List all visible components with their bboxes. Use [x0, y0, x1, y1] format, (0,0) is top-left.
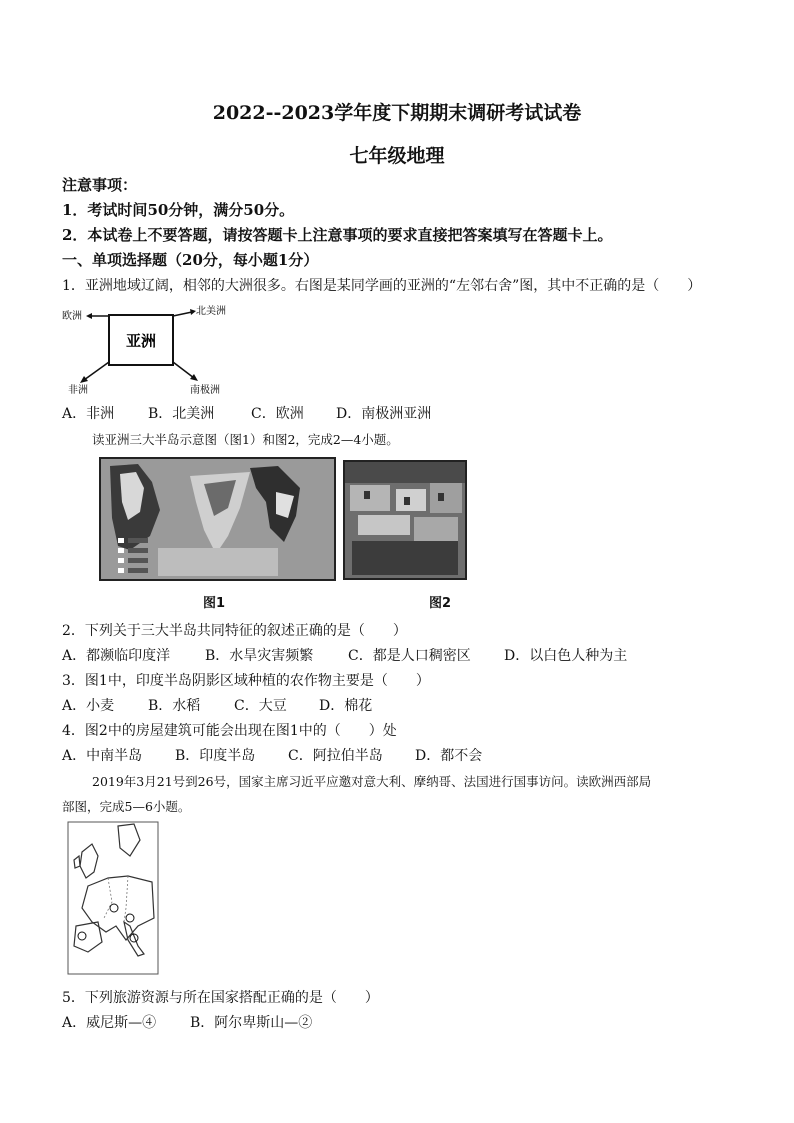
question-5-options	[62, 1012, 312, 1032]
question-3-stem: 3．图1中，印度半岛阴影区域种植的农作物主要是（ ）	[62, 673, 430, 689]
diagram-label-nw: 欧洲	[62, 311, 82, 322]
question-4-stem: 4．图2中的房屋建筑可能会出现在图1中的（ ）处	[62, 723, 397, 739]
exam-subtitle: 七年级地理	[349, 145, 445, 167]
question-1-options	[62, 403, 431, 423]
intro-questions-5-6-line-1: 2019年3月21号到26号，国家主席习近平应邀对意大利、摩纳哥、法国进行国事访问。读欧洲西部局	[92, 774, 652, 789]
q1-option-a[interactable]: A．非洲	[62, 406, 115, 422]
exam-title: 2022--2023学年度下期期末调研考试试卷	[212, 102, 582, 124]
notice-item-2: 2．本试卷上不要答题，请按答题卡上注意事项的要求直接把答案填写在答题卡上。	[62, 226, 613, 244]
q3-option-d[interactable]: D．棉花	[319, 698, 373, 714]
diagram-label-ne: 北美洲	[196, 306, 226, 317]
q5-option-b[interactable]: B．阿尔卑斯山—②	[190, 1015, 313, 1031]
q3-option-a[interactable]: A．小麦	[62, 698, 115, 714]
q3-option-c[interactable]: C．大豆	[234, 698, 287, 714]
question-5-stem: 5．下列旅游资源与所在国家搭配正确的是（ ）	[62, 990, 379, 1006]
q1-option-c[interactable]: C．欧洲	[251, 406, 304, 422]
figure-2-building-photo	[344, 461, 466, 579]
question-4-options	[62, 745, 482, 765]
intro-questions-2-4: 读亚洲三大半岛示意图（图1）和图2，完成2—4小题。	[92, 432, 399, 447]
q2-option-a[interactable]: A．都濒临印度洋	[62, 648, 171, 664]
figure-1-peninsula-map	[100, 458, 335, 580]
q1-option-d[interactable]: D．南极洲亚洲	[336, 406, 432, 422]
q5-option-a[interactable]: A．威尼斯—④	[62, 1015, 157, 1031]
q3-option-b[interactable]: B．水稻	[148, 698, 201, 714]
notice-heading: 注意事项：	[62, 176, 138, 194]
diagram-center-label: 亚洲	[125, 332, 157, 350]
q4-option-d[interactable]: D．都不会	[415, 748, 483, 764]
q4-option-c[interactable]: C．阿拉伯半岛	[288, 748, 383, 764]
diagram-label-sw: 非洲	[68, 385, 88, 396]
diagram-label-se: 南极洲	[190, 385, 220, 396]
question-3-options	[62, 695, 372, 715]
asia-neighbors-diagram	[62, 300, 226, 396]
intro-questions-5-6-line-2: 部图，完成5—6小题。	[62, 799, 191, 814]
q4-option-b[interactable]: B．印度半岛	[175, 748, 256, 764]
question-2-options	[62, 645, 627, 665]
q2-option-d[interactable]: D．以白色人种为主	[504, 648, 628, 664]
q1-option-b[interactable]: B．北美洲	[148, 406, 215, 422]
q4-option-a[interactable]: A．中南半岛	[62, 748, 143, 764]
section-heading: 一、单项选择题（20分，每小题1分）	[62, 251, 319, 269]
question-2-stem: 2．下列关于三大半岛共同特征的叙述正确的是（ ）	[62, 623, 407, 639]
figure-1-caption: 图1	[203, 596, 226, 611]
question-1-stem: 1．亚洲地域辽阔，相邻的大洲很多。右图是某同学画的亚洲的“左邻右舍”图，其中不正确的是（ ）	[62, 278, 702, 294]
western-europe-map	[68, 822, 158, 974]
q2-option-b[interactable]: B．水旱灾害频繁	[205, 648, 314, 664]
q2-option-c[interactable]: C．都是人口稠密区	[348, 648, 471, 664]
notice-item-1: 1．考试时间50分钟，满分50分。	[62, 201, 295, 219]
figure-2-caption: 图2	[429, 596, 452, 611]
